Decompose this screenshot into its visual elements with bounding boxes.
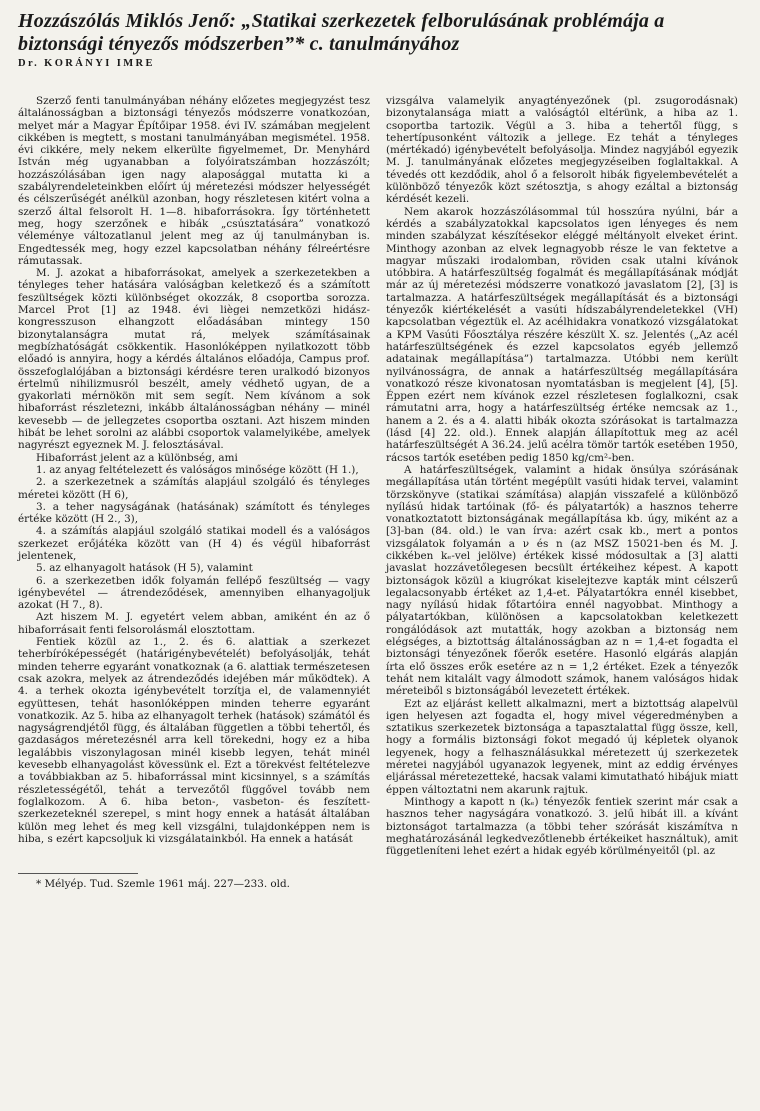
paragraph: vizsgálva valamelyik anyagtényezőnek (pl. zsugorodásnak) bizonytalansága miatt a valóságtól eltérünk, a hiba az 1. csoportba tartozik. Végül a 3. hiba a tehertől függ, s tehertípusonként változik a jellege. Ez tehát a tényleges (mértékadó) igénybevételt befolyásolja. Mindez nagyjából egyezik M. J. tanulmányának előzetes megjegyzéseiben foglaltakkal. A tévedés ott kezdődik, ahol ő a felsorolt hibák figyelembevételét a különböző tényezők közt szétosztja, s ahogy ezáltal a biztonság kérdését kezeli. (386, 95, 738, 206)
paragraph: Minthogy a kapott n (kₑ) tényezők fentiek szerint már csak a hasznos teher nagyságára vonatkozó. 3. jelű hibát ill. a kívánt biztonságot tartalmazza (a többi teher szórását kiszámítva n meghatározásánál legkedvezőtlenebb értékeiket használtuk), amit függetleníteni lehet ezért a hidak egyéb körülményeitől (pl. az (386, 795, 738, 858)
list-item: 2. a szerkezetnek a számítás alapjául szolgáló és tényleges méretei között (H 6), (18, 476, 370, 501)
list-item: 6. a szerkezetben idők folyamán fellépő feszültség — vagy igénybevétel — átrendeződések, amennyiben elhanyagoljuk azokat (H 7., 8). (18, 574, 370, 612)
paragraph: Azt hiszem M. J. egyetért velem abban, amiként én az ő hibaforrásait fenti felsorolásmál elosztottam. (18, 611, 370, 636)
list-item: 3. a teher nagyságának (hatásának) számított és tényleges értéke között (H 2., 3), (18, 500, 370, 526)
left-column (18, 95, 370, 890)
paragraph: M. J. azokat a hibaforrásokat, amelyek a szerkezetekben a tényleges teher hatására valóságban keletkező és a számított feszültségek közti különbséget okozzák, 8 csoportba sorozza. Marcel Prot [1] az 1948. évi liègei nemzetközi hidász-kongresszuson elhangzott előadásában mintegy 150 bizonytalanságra mutat rá, melyek számításainak megbízhatóságát csökkentik. Hasonlóképpen nyilatkozott több előadó is annyira, hogy a kérdés általános előadója, Campus prof. összefoglalójában a biztonsági kérdésre teren uralkodó bizonyos értelmű nihilizmusról beszélt, amely védhető ugyan, de a gyakorlati mérnökön mit sem segít. Nem kívánom a sok hibaforrást részletezni, inkább általánosságban néhány — minél kevesebb — de jellegzetes csoportba osztani. Azt hiszem minden hibát be lehet sorolni az alábbi csoportok valamelyikébe, amelyek nagyrészt egyeznek M. J. felosztásával. (18, 267, 370, 452)
paragraph: Hibaforrást jelent az a különbség, ami (36, 451, 238, 464)
list-item: 5. az elhanyagolt hatások (H 5), valamint (36, 562, 253, 575)
paragraph: Nem akarok hozzászólásommal túl hosszúra nyúlni, bár a kérdés a szabályzatokkal kapcsolatos igen lényeges és nem minden szabályzat készítésekor eléggé méltányolt elveket érint. Minthogy azonban az elvek legnagyobb része le van fektetve a magyar műszaki irodalomban, röviden csak utalni kívánok utóbbira. A határfeszültség fogalmát és megállapításának módját már az új méretezési módszerre vonatkozó javaslatom [2], [3] is tartalmazza. A határfeszültségek megállapítását és a biztonsági tényezők kiértékelését a vasúti hídszabályrendeletekkel (VH) kapcsolatban végeztük el. Az acélhidakra vonatkozó vizsgálatokat a KPM Vasúti Főosztálya részére készült X. sz. Jelentés („Az acél határfeszültségének és ezzel kapcsolatos egyéb jellemző adatainak megállapítása”) tartalmazza. Utóbbi nem került nyilvánosságra, de annak a határfeszültség megállapítására vonatkozó része kivonatosan nyomtatásban is megjelent [4], [5]. Éppen ezért nem kívánok ezzel részletesen foglalkozni, csak rámutatni arra, hogy a határfeszültség értéke nemcsak az 1., hanem a 2. és a 4. alatti hibák okozta szórásokat is tartalmazza (lásd [4] 22. old.). Ennek alapján állapítottuk meg az acél határfeszültségét A 36.24. jelű acélra tömör tartók esetében 1950, rácsos tartók esetében pedig 1850 kg/cm²-ben. (386, 205, 738, 464)
paragraph: Szerző fenti tanulmányában néhány előzetes megjegyzést tesz általánosságban a biztonsági tényezős módszerre vonatkozóan, melyet már a Magyar Építőipar 1958. évi IV. számában megjelent cikkében is megtett, s mostani tanulmányában megismétel. 1958. évi cikkére, mely nekem elkerülte figyelmemet, Dr. Menyhárd István még ugyanabban a folyóiratszámban hozzászólt; hozzászólásában igen nagy alaposággal mutatta ki a szabályrendeleteinkben előírt új méretezési módszer helyességét és célszerűségét anélkül azonban, hogy részletesen kitért volna a szerző által felsorolt H. 1—8. hibaforrásokra. Így történhetett meg, hogy szerzőnek e hibák „csúsztatására” vonatkozó véleménye változatlanul jelent meg az új tanulmányban is. Engedtessék meg, hogy ezzel kapcsolatban néhány félreértésre rámutassak. (18, 95, 370, 267)
paragraph: Fentiek közül az 1., 2. és 6. alattiak a szerkezet teherbíróképességét (határigénybevételét) befolyásolják, tehát minden teherre egyaránt vonatkoznak (a 6. alattiak természetesen csak azokra, melyek az átrendeződés idejében már működtek). A 4. a terhek okozta igénybevételt torzítja el, de valamennyiét együttesen, tehát hasonlóképpen minden teherre egyaránt vonatkozik. Az 5. hiba az elhanyagolt terhek (hatások) számától és nagyságrendjétől függ, és általában független a többi tehertől, és gazdaságos méretezésnél arra kell törekedni, hogy ez a hiba legalábbis viszonylagosan minél kisebb legyen, tehát minél kevesebb elhanyagolást kövessünk el. Ezt a törekvést feltételezve a továbbiakban az 5. hibaforrással mint kicsinnyel, s a számítás részletességétől, tehát a tervezőtől függővel tovább nem foglalkozom. A 6. hiba beton-, vasbeton- és feszített-szerkezeteknél szerepel, s mint hogy ennek a hatását általában külön meg lehet és meg kell vizsgálni, tulajdonképpen nem is hiba, s ezért kapcsoljuk ki vizsgálatainkból. Ha ennek a hatását (18, 636, 370, 845)
body-columns (18, 95, 738, 890)
footnote: * Mélyép. Tud. Szemle 1961 máj. 227—233. old. (36, 878, 290, 891)
paragraph: Ezt az eljárást kellett alkalmazni, mert a biztottság alapelvül igen helyesen azt fogadta el, hogy mivel végeredményben a sztatikus szerkezetek biztonsága a tapasztalattal függ össze, kell, hogy a formális biztonsági fokot megadó új képletek olyanok legyenek, hogy a felhasználásukkal méretezett új szerkezetek méretei nagyjából ugyanazok legyenek, mint az eddig érvényes eljárással méretezetteké, hacsak valami kimutatható hibájuk miatt éppen változtatni nem akarunk rajtuk. (386, 697, 738, 796)
article-title: Hozzászólás Miklós Jenő: „Statikai szerkezetek felborulásának problémája a biztonsági tényezős módszerben”* c. tanulmányához (18, 10, 665, 55)
author-name: Dr. KORÁNYI IMRE (18, 58, 155, 69)
list-item: 1. az anyag feltételezett és valóságos minősége között (H 1.), (36, 463, 359, 476)
list-item: 4. a számítás alapjául szolgáló statikai modell és a valóságos szerkezet erőjátéka között van (H 4) és végül hibaforrást jelentenek, (18, 525, 370, 562)
paragraph: A határfeszültségek, valamint a hidak önsúlya szórásának megállapítása után történt megépült vasúti hidak tervei, valamint törzskönyve (statikai számítása) alapján visszafelé a különböző nyílású hidak tartóinak (fő- és pályatartók) a hasznos teherre vonatkoztatott biztonságának megállapítása kb. úgy, miként az a [3]-ban (84. old.) le van írva: azért csak kb., mert a pontos vizsgálatok folyamán a ν és n (az MSZ 15021-ben és M. J. cikkében kₑ-vel jelölve) értékek kissé módosultak a [3] alatti javaslat hozzávetőlegesen becsült értékeihez képest. A kapott biztonságok közül a kiugrókat kiselejtezve kapták mint célszerű legalacsonyabb értéket az 1,4-et. Pályatartókra ennél kisebbet, nagy nyílású hidak főtartóira ennél nagyobbat. Minthogy a pályatartókban, különösen a kapcsolatokban keletkezett rongálódások azt mutatták, hogy azokban a biztonság nem elégséges, a biztottság általánosságban az n = 1,4-et fogadta el biztonsági tényezőnek főerők esetére. Hasonló elgárás alapján írta elő összes erők esetére az n = 1,2 értéket. Ezek a tényezők tehát nem kitalált vagy álmodott számok, hanem valóságos hidak méreteiből s biztonságából levezetett értékek. (386, 463, 738, 698)
footnote-divider (18, 873, 138, 874)
right-column (386, 95, 738, 890)
